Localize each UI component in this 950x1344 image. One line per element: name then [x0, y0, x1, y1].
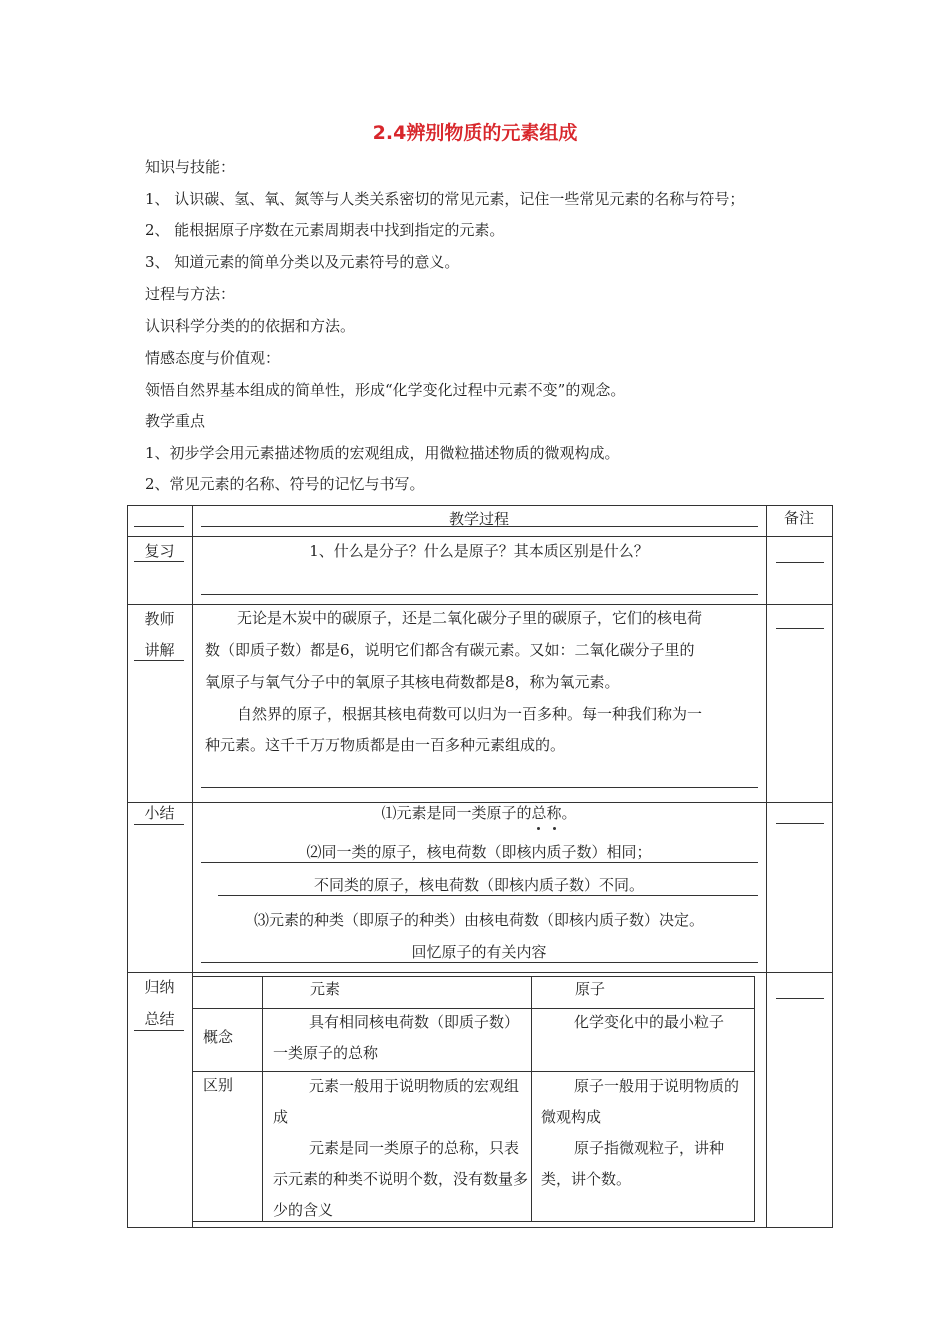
- table-col-divider-2: [766, 505, 767, 1227]
- concept-element: 具有相同核电荷数（即质子数）一类原子的总称: [273, 1013, 520, 1062]
- review-question: 1、什么是分子？什么是原子？其本质区别是什么？: [309, 542, 649, 560]
- knowledge-item-2: 2、 能根据原子序数在元素周期表中找到指定的元素。: [145, 221, 505, 239]
- col-header-element: 元素: [310, 980, 341, 998]
- teacher-line-3: 氧原子与氧气分子中的氧原子其核电荷数都是8，称为氧元素。: [205, 673, 620, 691]
- inner-top-border: [193, 976, 755, 977]
- heading-knowledge-skills: 知识与技能：: [145, 158, 236, 176]
- teacher-line-5: 种元素。这千千万万物质都是由一百多种元素组成的。: [205, 736, 566, 754]
- table-right-border: [832, 505, 833, 1227]
- header-blank-underline: [134, 526, 184, 527]
- attitude-values-text: 领悟自然界基本组成的简单性，形成“化学变化过程中元素不变”的观念。: [145, 381, 626, 399]
- heading-process-method: 过程与方法：: [145, 285, 236, 303]
- summary-line-5: 回忆原子的有关内容: [411, 943, 547, 961]
- summary-notes-line: [776, 823, 824, 824]
- heading-teaching-focus: 教学重点: [145, 412, 206, 430]
- header-process-underline: [201, 526, 758, 527]
- row-header-concept: 概念: [203, 1028, 234, 1046]
- teacher-notes-line: [776, 628, 824, 629]
- difference-atom-2: 原子指微观粒子，讲种类，讲个数。: [541, 1139, 725, 1188]
- label-teacher-2: 讲解: [144, 641, 175, 659]
- header-teaching-process: 教学过程: [448, 510, 509, 528]
- header-notes: 备注: [783, 509, 814, 527]
- knowledge-item-3: 3、 知道元素的简单分类以及元素符号的意义。: [145, 253, 460, 271]
- induction-notes-line: [776, 998, 824, 999]
- summary-line-2: ⑵同一类的原子，核电荷数（即核内质子数）相同；: [306, 843, 652, 861]
- teacher-line-1: 无论是木炭中的碳原子，还是二氧化碳分子里的碳原子，它们的核电荷: [237, 609, 703, 627]
- difference-element-1: 元素一般用于说明物质的宏观组成: [273, 1077, 520, 1126]
- concept-atom: 化学变化中的最小粒子: [574, 1013, 725, 1031]
- summary-underline-2: [201, 862, 758, 863]
- summary-underline-3: [218, 895, 758, 896]
- label-review-underline: [134, 561, 184, 562]
- difference-atom-1: 原子一般用于说明物质的微观构成: [541, 1077, 740, 1126]
- focus-item-2: 2、常见元素的名称、符号的记忆与书写。: [145, 475, 425, 493]
- label-summary: 小结: [144, 804, 175, 822]
- label-teacher-underline: [134, 660, 184, 661]
- emphasis-dot: [537, 827, 540, 830]
- teacher-line-4: 自然界的原子，根据其核电荷数可以归为一百多种。每一种我们称为一: [237, 705, 703, 723]
- inner-col-divider-1: [262, 976, 263, 1221]
- label-review: 复习: [144, 542, 175, 560]
- label-induction-2: 总结: [144, 1010, 175, 1028]
- summary-line-4: ⑶元素的种类（即原子的种类）由核电荷数（即核内质子数）决定。: [253, 911, 704, 929]
- row-divider-summary: [127, 972, 833, 973]
- inner-col-divider-2: [531, 976, 532, 1221]
- focus-item-1: 1、初步学会用元素描述物质的宏观组成，用微粒描述物质的微观构成。: [145, 444, 620, 462]
- summary-line-1: ⑴元素是同一类原子的总称。: [381, 804, 577, 822]
- review-notes-line: [776, 562, 824, 563]
- label-induction-underline: [134, 1030, 184, 1031]
- summary-underline-5: [201, 962, 758, 963]
- label-induction-1: 归纳: [144, 978, 175, 996]
- review-answer-line: [201, 594, 758, 595]
- heading-attitude-values: 情感态度与价值观：: [145, 349, 281, 367]
- difference-element-2: 元素是同一类原子的总称，只表示元素的种类不说明个数，没有数量多少的含义: [273, 1139, 529, 1219]
- teacher-line-2: 数（即质子数）都是6，说明它们都含有碳元素。又如：二氧化碳分子里的: [205, 641, 695, 659]
- teacher-answer-line: [201, 787, 758, 788]
- process-method-text: 认识科学分类的的依据和方法。: [145, 317, 356, 335]
- knowledge-item-1: 1、 认识碳、氢、氧、氮等与人类关系密切的常见元素，记住一些常见元素的名称与符号；: [145, 190, 745, 208]
- summary-line-3: 不同类的原子，核电荷数（即核内质子数）不同。: [313, 876, 644, 894]
- emphasis-dot: [553, 827, 556, 830]
- row-header-difference: 区别: [203, 1076, 234, 1094]
- page-title: 2.4辨别物质的元素组成: [372, 122, 578, 144]
- inner-right-border: [754, 976, 755, 1221]
- label-teacher-1: 教师: [144, 610, 175, 628]
- label-summary-underline: [134, 824, 184, 825]
- table-bottom-border: [127, 1227, 833, 1228]
- col-header-atom: 原子: [575, 980, 606, 998]
